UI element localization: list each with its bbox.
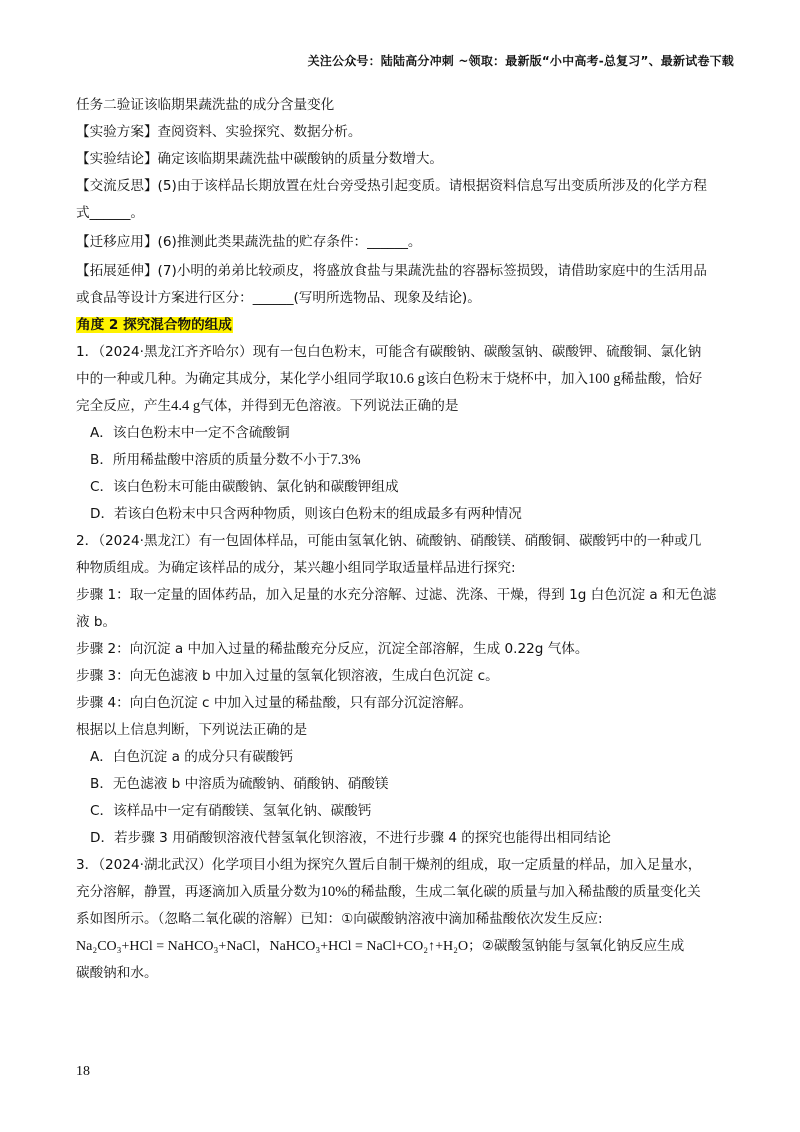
q1-line2: 中的一种或几种。为确定其成分，某化学小组同学取10.6 g该白色粉末于烧杯中，加入100 g稀盐酸，恰好 [76, 371, 703, 387]
q3-concentration: 10% [320, 884, 348, 900]
task2-conclusion: 【实验结论】确定该临期果蔬洗盐中碳酸钠的质量分数增大。 [76, 151, 444, 167]
q1-mass-sample: 10.6 g [388, 371, 425, 387]
section-title-highlight: 角度 2 探究混合物的组成 [77, 317, 232, 333]
task2-apply: 【迁移应用】(6)推测此类果蔬洗盐的贮存条件：______。 [76, 234, 422, 250]
q2-option-a: A．白色沉淀 a 的成分只有碳酸钙 [90, 749, 293, 765]
q3-line3: 系如图所示。（忽略二氧化碳的溶解）已知：①向碳酸钠溶液中滴加稀盐酸依次发生反应: [76, 911, 603, 927]
page-header: 关注公众号：陆陆高分冲刺 ~领取：最新版“小中高考-总复习”、最新试卷下载 [307, 54, 734, 68]
q1-mass-gas: 4.4 g [171, 398, 201, 414]
q2-option-c: C．该样品中一定有硝酸镁、氢氧化钠、碳酸钙 [90, 803, 372, 819]
q1-option-b-value: 7.3% [330, 452, 361, 468]
q1-option-d: D．若该白色粉末中只含两种物质，则该白色粉末的组成最多有两种情况 [90, 506, 522, 522]
q3-equation-1: Na₂CO₃+HCl = NaHCO₃+NaCl [76, 939, 256, 954]
q1-option-c: C．该白色粉末可能由碳酸钠、氯化钠和碳酸钾组成 [90, 479, 399, 495]
task2-extend-line1: 【拓展延伸】(7)小明的弟弟比较顽皮，将盛放食盐与果蔬洗盐的容器标签损毁，请借助家庭中的生活用品 [76, 263, 707, 279]
q3-line4: Na₂CO₃+HCl = NaHCO₃+NaCl，NaHCO₃+HCl = NaCl+CO₂↑+H₂O；②碳酸氢钠能与氢氧化钠反应生成 [76, 938, 685, 954]
q3-line5: 碳酸钠和水。 [76, 965, 158, 981]
q2-line2: 种物质组成。为确定该样品的成分，某兴趣小组同学取适量样品进行探究: [76, 560, 516, 576]
task2-plan: 【实验方案】查阅资料、实验探究、数据分析。 [76, 124, 362, 140]
question-2 [76, 528, 728, 852]
q1-option-a: A．该白色粉末中一定不含硫酸铜 [90, 425, 290, 441]
q3-equation-2: NaHCO₃+HCl = NaCl+CO₂↑+H₂O [269, 939, 469, 954]
q3-line1: 3．（2024·湖北武汉）化学项目小组为探究久置后自制干燥剂的组成，取一定质量的样品，加入足量水， [76, 857, 702, 873]
q1-mass-acid: 100 g [588, 371, 621, 387]
page-content [76, 92, 728, 987]
q2-step1-line2: 液 b。 [76, 614, 117, 630]
q2-stem: 根据以上信息判断，下列说法正确的是 [76, 722, 308, 738]
q2-option-b: B．无色滤液 b 中溶质为硫酸钠、硝酸钠、硝酸镁 [90, 776, 389, 792]
q2-option-d: D．若步骤 3 用硝酸钡溶液代替氢氧化钡溶液，不进行步骤 4 的探究也能得出相同结论 [90, 830, 611, 846]
section-title [76, 312, 728, 339]
q2-line1: 2．（2024·黑龙江）有一包固体样品，可能由氢氧化钠、硫酸钠、硝酸镁、硝酸铜、碳酸钙中的一种或几 [76, 533, 702, 549]
task2-reflection-line2: 式______。 [76, 205, 144, 221]
q1-line3: 完全反应，产生4.4 g气体，并得到无色溶液。下列说法正确的是 [76, 398, 459, 414]
q2-step1-line1: 步骤 1：取一定量的固体药品，加入足量的水充分溶解、过滤、洗涤、干燥，得到 1g 白色沉淀 a 和无色滤 [76, 587, 717, 603]
q1-option-b: B．所用稀盐酸中溶质的质量分数不小于7.3% [90, 452, 361, 468]
task2-reflection-line1: 【交流反思】(5)由于该样品长期放置在灶台旁受热引起变质。请根据资料信息写出变质所涉及的化学方程 [76, 178, 707, 194]
page-number: 18 [76, 1064, 90, 1079]
q2-step3: 步骤 3：向无色滤液 b 中加入过量的氢氧化钡溶液，生成白色沉淀 c。 [76, 668, 499, 684]
q3-line2: 充分溶解，静置，再逐滴加入质量分数为10%的稀盐酸，生成二氧化碳的质量与加入稀盐酸的质量变化关 [76, 884, 701, 900]
q1-line1: 1．（2024·黑龙江齐齐哈尔）现有一包白色粉末，可能含有碳酸钠、碳酸氢钠、碳酸钾、硫酸铜、氯化钠 [76, 344, 702, 360]
q2-step2: 步骤 2：向沉淀 a 中加入过量的稀盐酸充分反应，沉淀全部溶解，生成 0.22g 气体。 [76, 641, 589, 657]
question-1 [76, 339, 728, 528]
task2-extend-line2: 或食品等设计方案进行区分：______(写明所选物品、现象及结论)。 [76, 290, 481, 306]
task2-title: 任务二验证该临期果蔬洗盐的成分含量变化 [76, 97, 335, 113]
question-3 [76, 852, 728, 987]
q2-step4: 步骤 4：向白色沉淀 c 中加入过量的稀盐酸，只有部分沉淀溶解。 [76, 695, 473, 711]
